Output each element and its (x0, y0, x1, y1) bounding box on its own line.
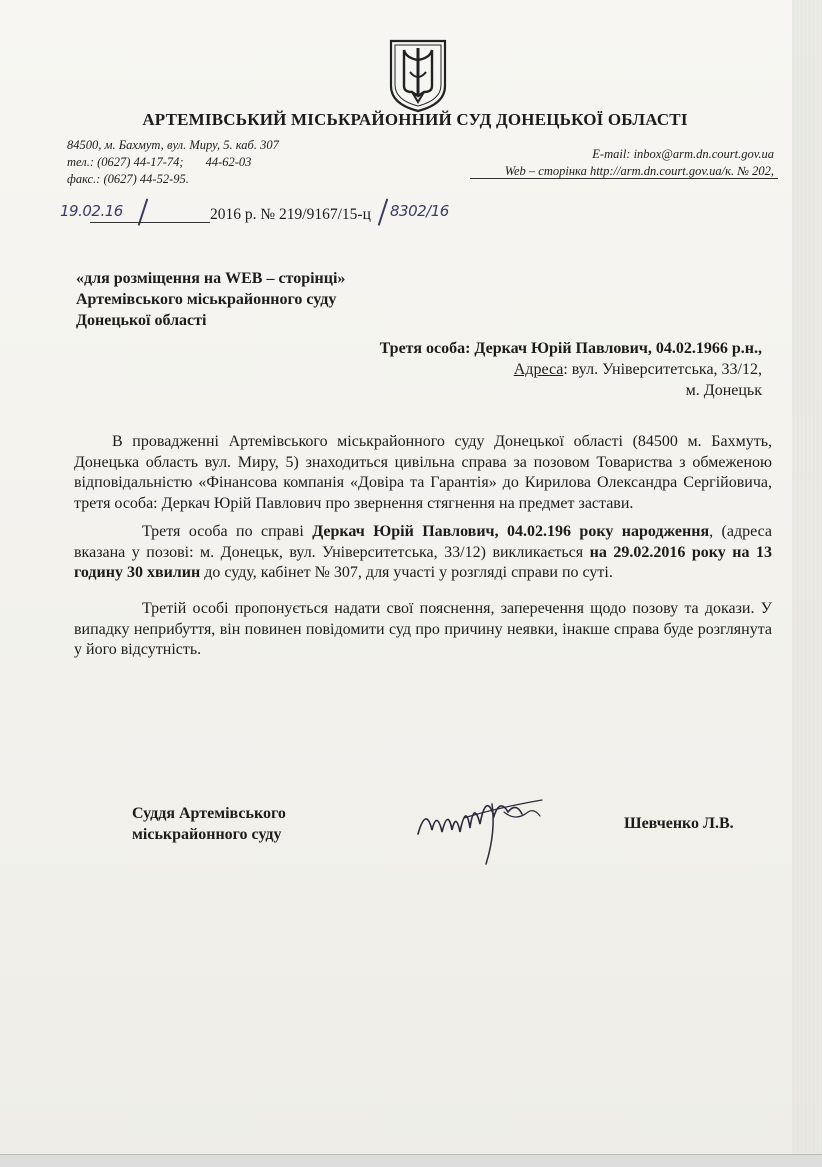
third-party-label: Третя особа: Деркач Юрій Павлович, 04.02.1966 р.н., (379, 340, 762, 357)
third-party-block (380, 338, 762, 401)
handwritten-signature (404, 772, 554, 872)
handwritten-slash (378, 198, 388, 225)
court-fax: факс.: (0627) 44-52-95. (67, 172, 189, 186)
court-online-contacts (505, 146, 774, 180)
case-number: 2016 р. № 219/9167/15-ц (210, 206, 371, 223)
address-value: : вул. Університетська, 33/12, (563, 361, 762, 378)
p2-text-a: Третя особа по справі (142, 523, 313, 540)
address-city: м. Донецьк (685, 382, 762, 399)
court-title: АРТЕМІВСЬКИЙ МІСЬКРАЙОННИЙ СУД ДОНЕЦЬКОЇ ОБЛАСТІ (142, 110, 688, 129)
judge-role (132, 803, 286, 845)
scan-bottom-edge (0, 1154, 822, 1167)
p2-person: Деркач Юрій Павлович, 04.02.196 року народження (312, 523, 710, 540)
court-email: E-mail: inbox@arm.dn.court.gov.ua (592, 147, 774, 161)
coat-of-arms-icon (388, 38, 448, 114)
judge-role-line-1: Суддя Артемівського (132, 805, 286, 822)
handwritten-date: 19.02.16 (60, 202, 123, 220)
court-phones (67, 154, 279, 171)
court-phone: тел.: (0627) 44-17-74; (67, 155, 184, 169)
web-note-line-3: Донецької області (76, 312, 207, 329)
scan-edge (792, 0, 822, 1167)
court-phone-2: 44-62-03 (205, 155, 252, 169)
handwritten-outgoing-number: 8302/16 (390, 202, 449, 220)
web-note-line-2: Артемівського міськрайонного суду (76, 291, 337, 308)
p2-hearing-time: на 29.02.2016 року на 13 годину 30 хвилин (74, 543, 773, 581)
judge-role-line-2: міськрайонного суду (132, 826, 282, 843)
reference-line (60, 202, 460, 232)
p2-text-e: до суду, кабінет № 307, для участі у розгляді справи по суті. (200, 564, 613, 581)
date-underline (90, 222, 210, 223)
web-note (76, 268, 345, 331)
judge-name: Шевченко Л.В. (624, 815, 734, 832)
paragraph-1: В провадженні Артемівського міськрайонного суду Донецької області (84500 м. Бахмуть, Донецька область вул. Миру, 5) знаходиться цивільна справа за позовом Товариства з обмеженою відповідальністю «Фінансова компанія «Довіра та Гарантія» до Кирилова Олександра Сергійовича, третя особа: Деркач Юрій Павлович про звернення стягнення на предмет застави. (74, 433, 772, 512)
court-address: 84500, м. Бахмут, вул. Миру, 5. каб. 307 (67, 138, 279, 152)
paragraph-3: Третій особі пропонується надати свої пояснення, заперечення щодо позову та докази. У випадку неприбуття, він повинен повідомити суд про причину неявки, інакше справа буде розглянута у його відсутність. (74, 600, 772, 658)
paragraph-2 (74, 522, 772, 584)
p2-text-c: , (адреса вказана у позові: м. Донецьк, вул. Університетська, 33/12) викликається (74, 523, 772, 561)
court-web: Web – сторінка http://arm.dn.court.gov.ua/к. № 202, (504, 164, 774, 178)
header-divider (470, 178, 778, 179)
web-note-line-1: «для розміщення на WEB – сторінці» (76, 270, 346, 287)
court-contacts (67, 137, 279, 188)
address-label: Адреса (513, 361, 564, 378)
